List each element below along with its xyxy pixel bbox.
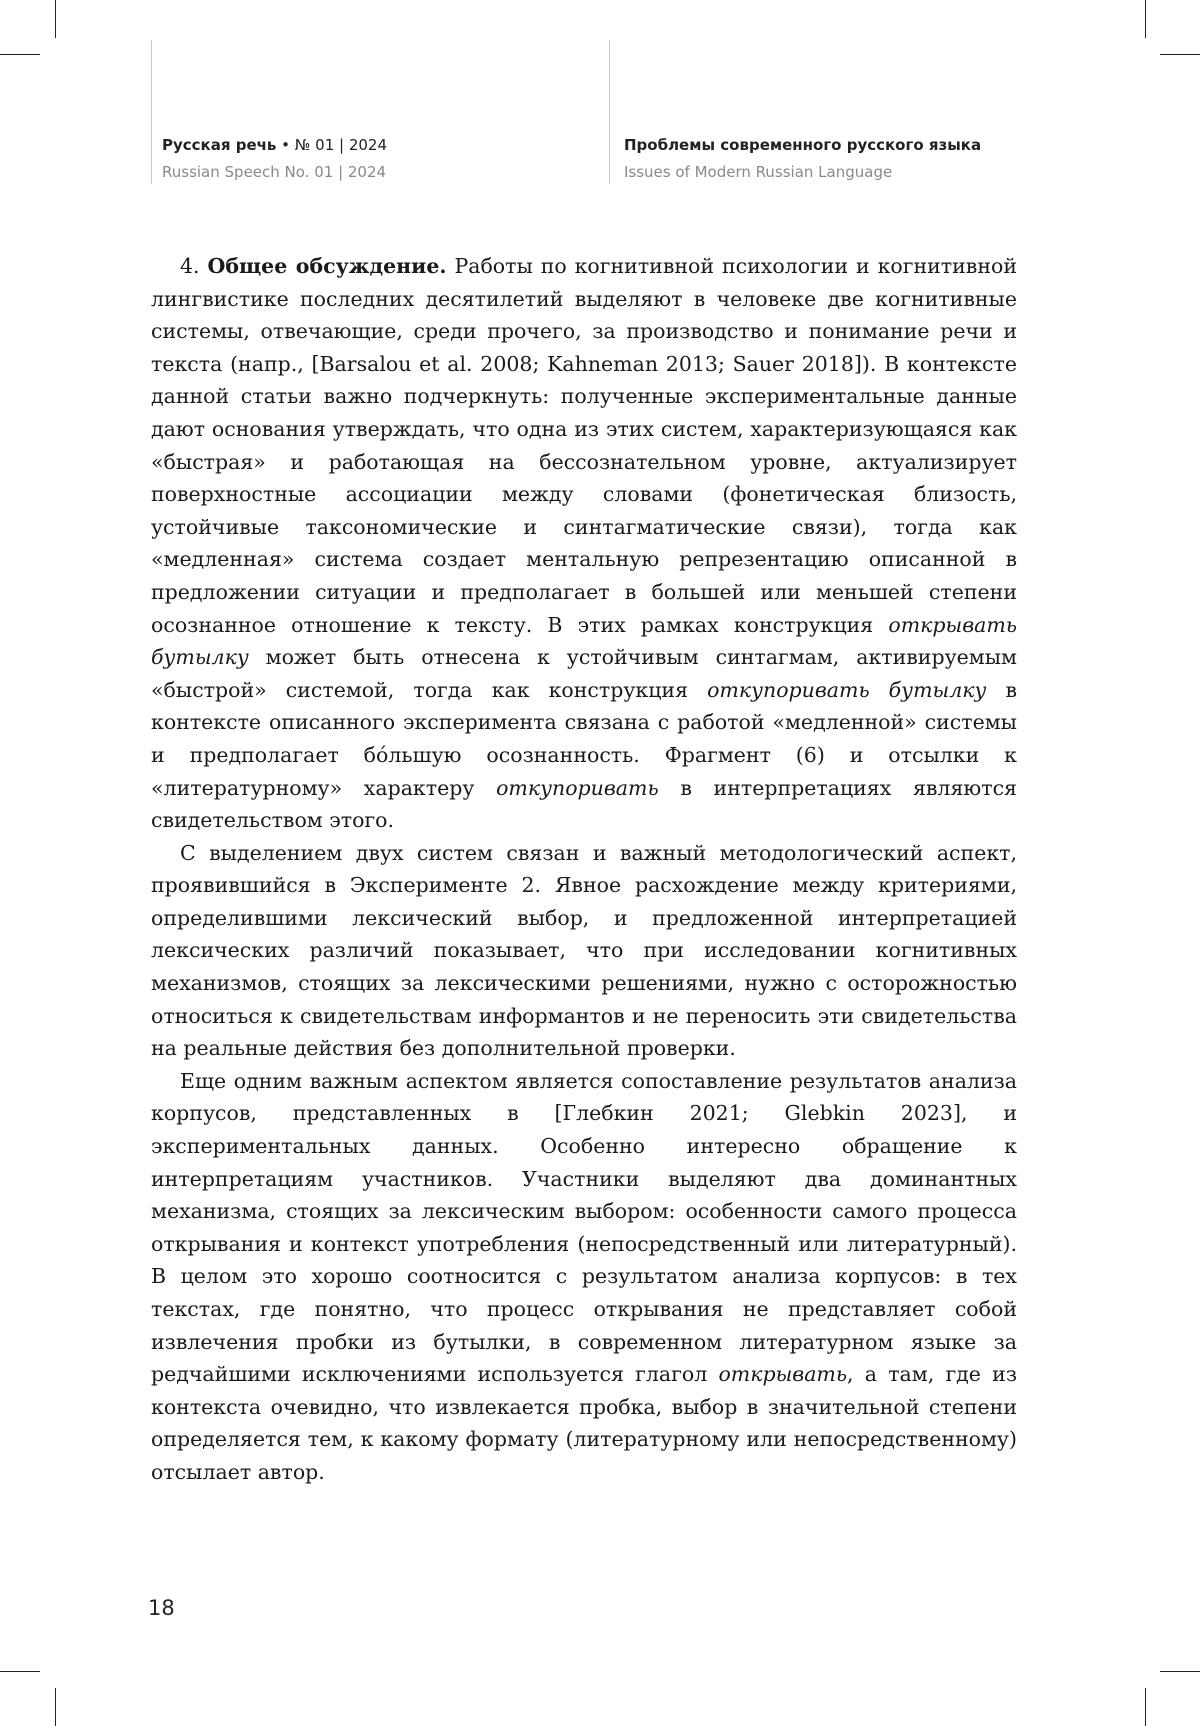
crop-mark-tr-h	[1160, 54, 1200, 55]
header-divider-left	[151, 40, 152, 184]
page-number: 18	[148, 1596, 175, 1620]
article-body	[151, 250, 1017, 1489]
section-title-ru: Проблемы современного русского языка	[624, 136, 982, 154]
crop-mark-br-h	[1160, 1671, 1200, 1672]
header-right	[624, 134, 981, 183]
crop-mark-tl-h	[0, 54, 40, 55]
header-divider-right	[609, 40, 610, 184]
crop-mark-bl-h	[0, 1671, 40, 1672]
journal-title-en: Russian Speech No. 01 | 2024	[162, 163, 387, 181]
paragraph-methodology: С выделением двух систем связан и важный методологический аспект, проявившийся в Эксперименте 2. Явное расхождение между критериями, определившими лексический выбор, и предложенной интерпретацией лексических различий показывает, что при исследовании когнитивных механизмов, стоящих за лексическими решениями, нужно с осторожностью относиться к свидетельствам информантов и не переносить эти свидетельства на реальные действия без дополнительной проверки.	[151, 840, 1017, 1061]
crop-mark-tr-v	[1145, 0, 1146, 38]
crop-mark-bl-v	[55, 1688, 56, 1726]
header-left	[162, 134, 387, 183]
paragraph-general-discussion: 4. Общее обсуждение. Работы по когнитивной психологии и когнитивной лингвистике последних десятилетий выделяют в человеке две когнитивные системы, отвечающие, среди прочего, за производство и понимание речи и текста (напр., [Barsalou et al. 2008; Kahneman 2013; Sauer 2018]). В контексте данной статьи важно подчеркнуть: полученные экспериментальные данные дают основания утверждать, что одна из этих систем, характеризующаяся как «быстрая» и работающая на бессознательном уровне, актуализирует поверхностные ассоциации между словами (фонетическая близость, устойчивые таксономические и синтагматические связи), тогда как «медленная» система создает ментальную репрезентацию описанной в предложении ситуации и предполагает в большей или меньшей степени осознанное отношение к тексту. В этих рамках конструкция открывать бутылку может быть отнесена к устойчивым синтагмам, активируемым «быстрой» системой, тогда как конструкция откупоривать бутылку в контексте описанного эксперимента связана с работой «медленной» системы и предполагает бóльшую осознанность. Фрагмент (6) и отсылки к «литературному» характеру откупоривать в интерпретациях являются свидетельством этого.	[151, 254, 1018, 833]
crop-mark-br-v	[1145, 1688, 1146, 1726]
paragraph-corpus-comparison: Еще одним важным аспектом является сопоставление результатов анализа корпусов, представленных в [Глебкин 2021; Glebkin 2023], и экспериментальных данных. Особенно интересно обращение к интерпретациям участников. Участники выделяют два доминантных механизма, стоящих за лексическим выбором: особенности самого процесса открывания и контекст употребления (непосредственный или литературный). В целом это хорошо соотносится с результатом анализа корпусов: в тех текстах, где понятно, что процесс открывания не представляет собой извлечения пробки из бутылки, в современном литературном языке за редчайшими исключениями используется глагол открывать, а там, где из контекста очевидно, что извлекается пробка, выбор в значительной степени определяется тем, к какому формату (литературному или непосредственному) отсылает автор.	[151, 1068, 1017, 1484]
crop-mark-tl-v	[55, 0, 56, 38]
journal-title-ru: Русская речь • № 01 | 2024	[162, 136, 388, 154]
section-heading: Общее обсуждение.	[207, 254, 447, 278]
section-title-en: Issues of Modern Russian Language	[624, 163, 893, 181]
